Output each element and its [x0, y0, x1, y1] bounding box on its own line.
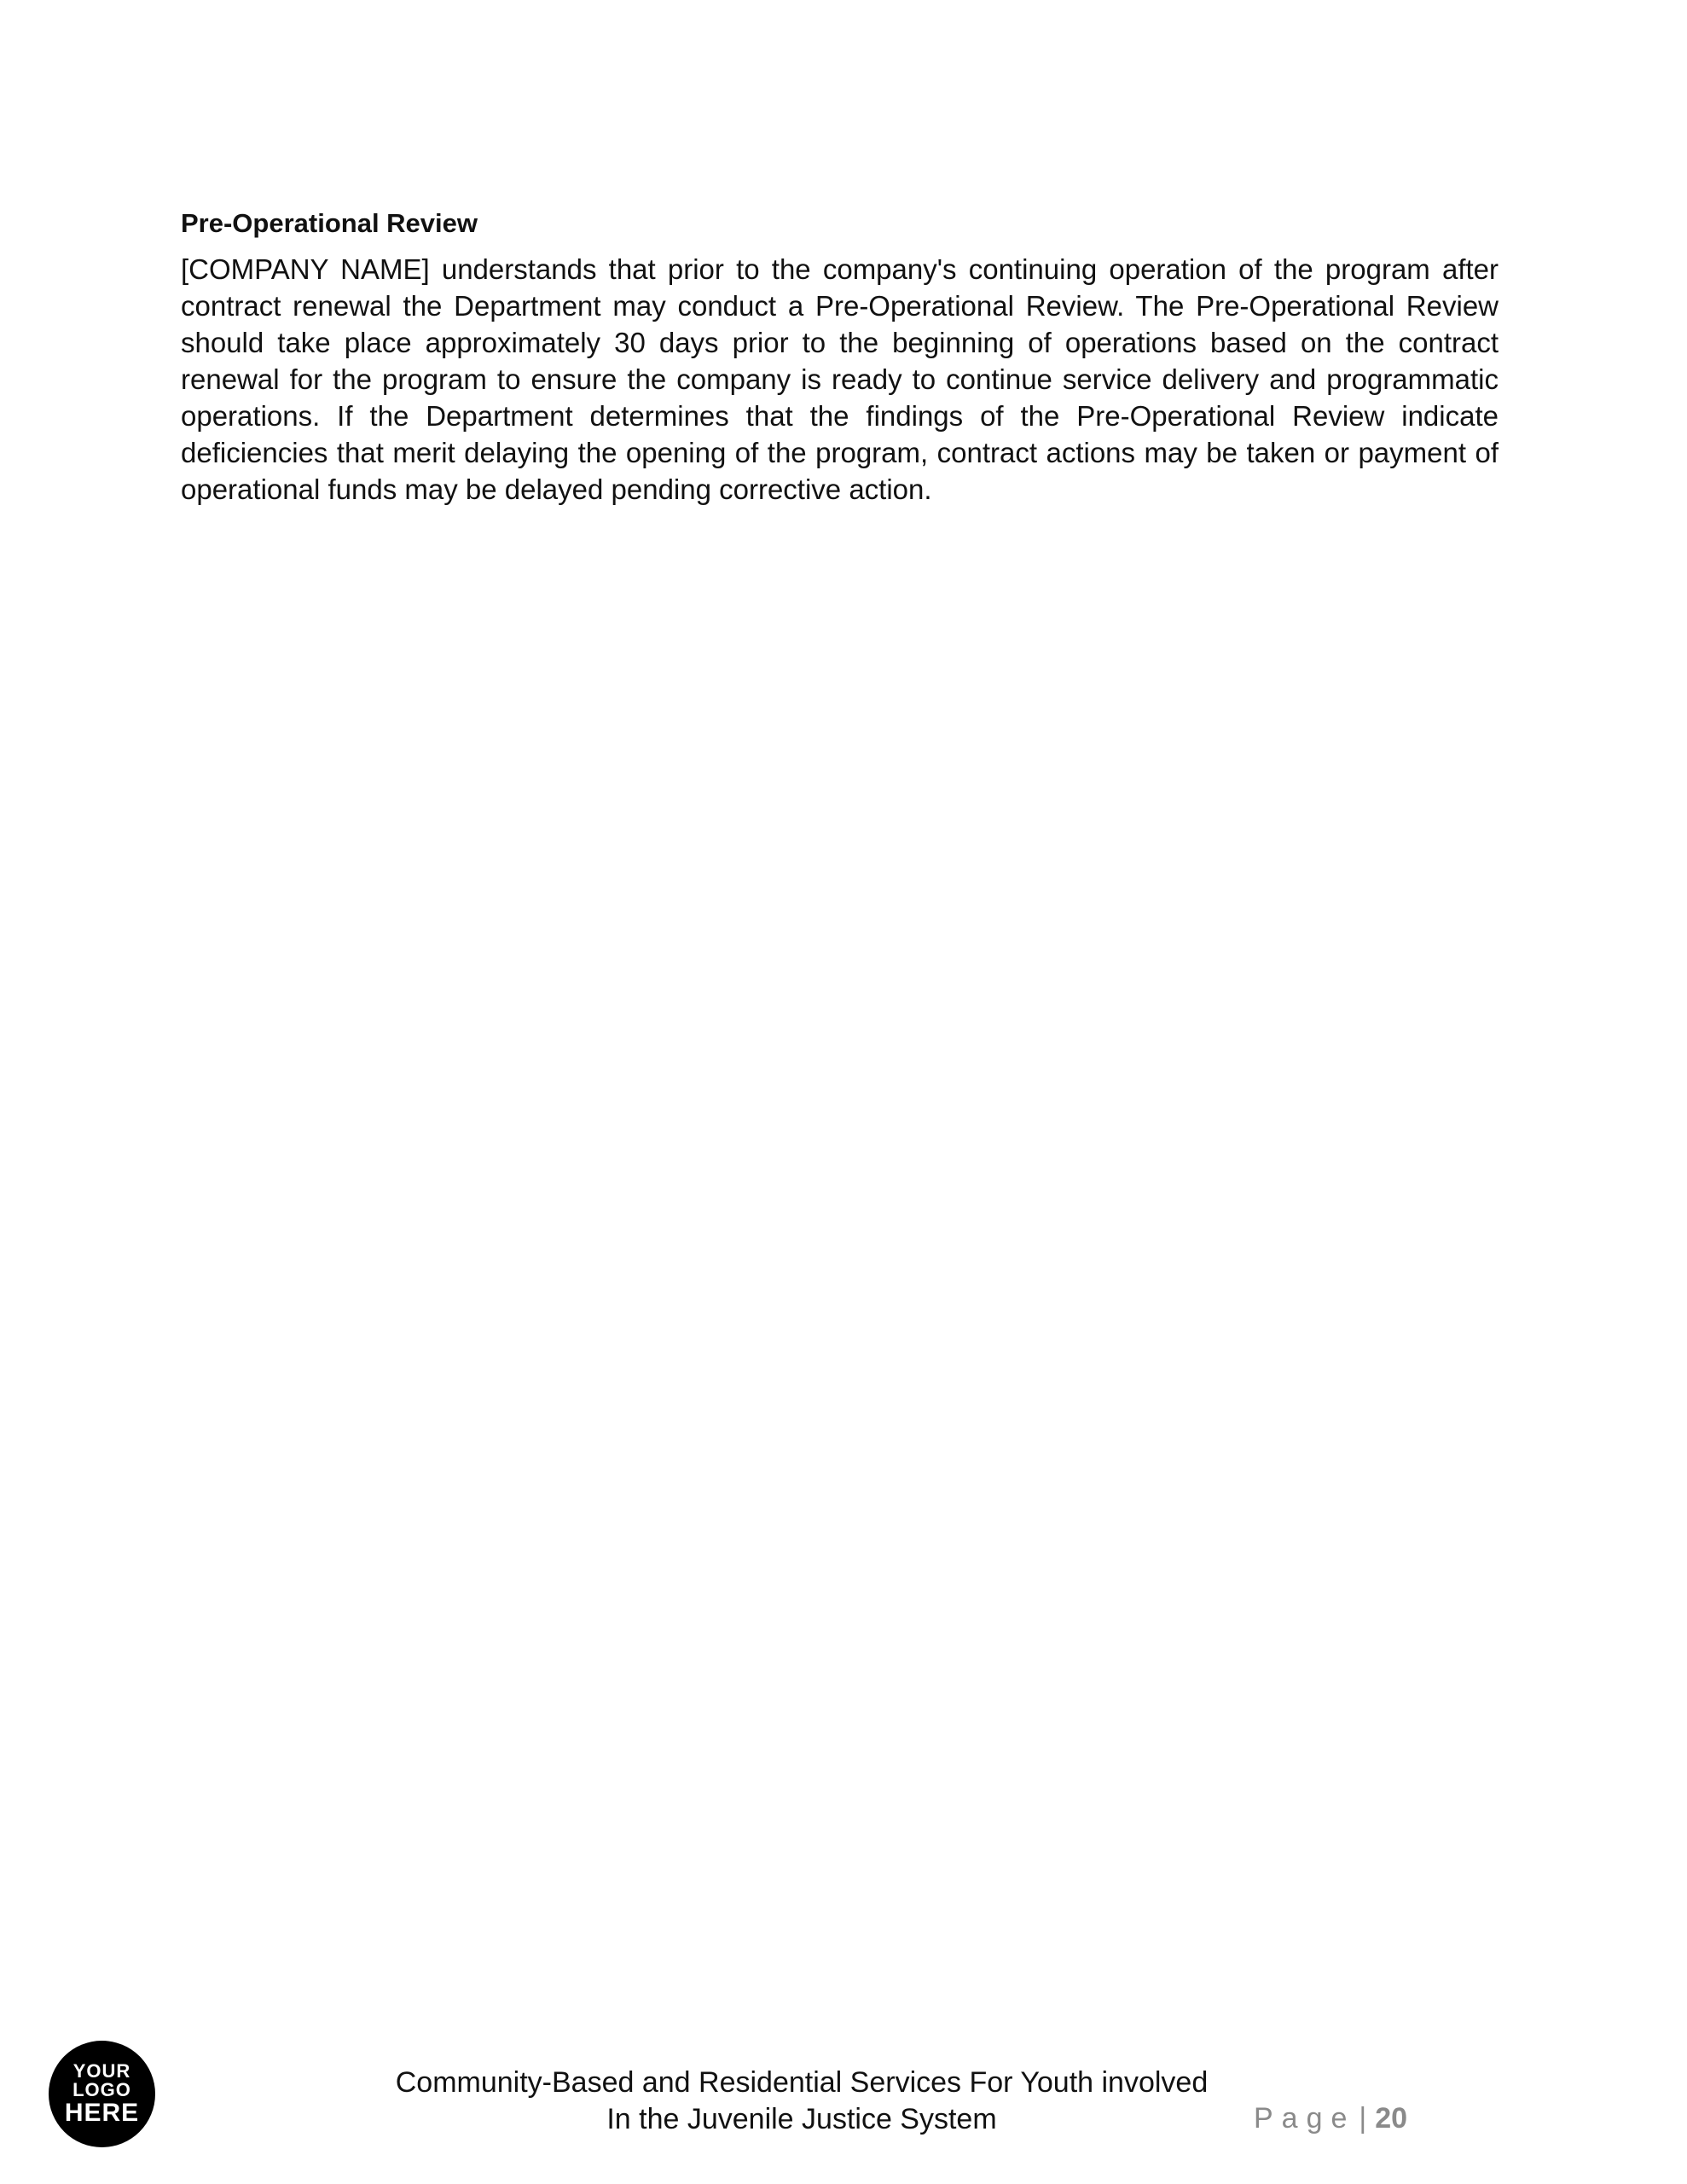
- page-label: Page: [1254, 2102, 1356, 2135]
- footer-title-line-1: Community-Based and Residential Services For Youth involved: [395, 2066, 1209, 2099]
- document-body: [181, 206, 1499, 508]
- page-footer: [0, 2030, 1687, 2184]
- logo-line-1: YOUR: [72, 2059, 131, 2082]
- page-number: 20: [1375, 2102, 1408, 2135]
- section-heading: Pre-Operational Review: [181, 208, 478, 238]
- logo-placeholder: [49, 2041, 155, 2147]
- logo-line-2: LOGO: [72, 2078, 131, 2100]
- footer-title: [358, 2065, 1245, 2138]
- page-number-block: [1254, 2100, 1407, 2137]
- page-separator: |: [1359, 2102, 1367, 2135]
- footer-title-line-2: In the Juvenile Justice System: [606, 2103, 997, 2135]
- logo-line-3: HERE: [64, 2098, 140, 2127]
- section-paragraph: [COMPANY NAME] understands that prior to the company's continuing operation of the program after contract renewal the Department may conduct a Pre-Operational Review. The Pre-Operational Review should take place approximately 30 days prior to the beginning of operations based on the contract renewal for the program to ensure the company is ready to continue service delivery and programmatic operations. If the Department determines that the findings of the Pre-Operational Review indicate deficiencies that merit delaying the opening of the program, contract actions may be taken or payment of operational funds may be delayed pending corrective action.: [181, 253, 1499, 505]
